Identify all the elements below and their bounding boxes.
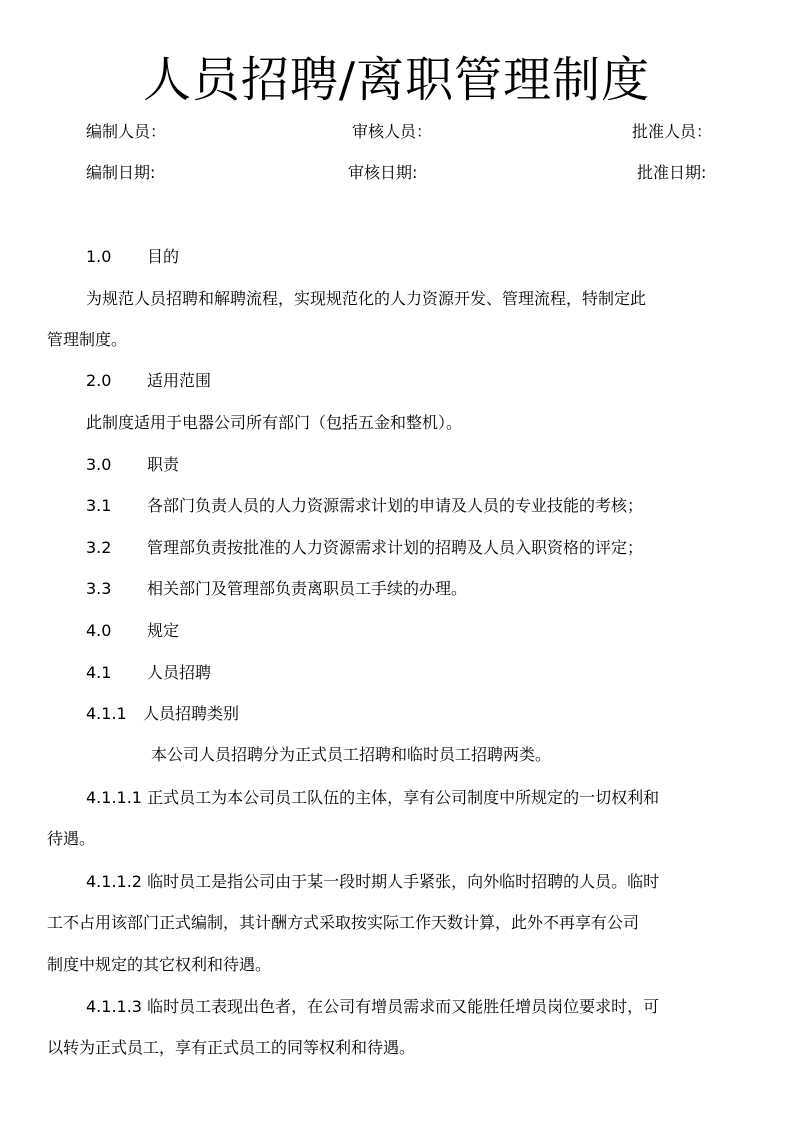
section-title: 人员招聘类别 bbox=[143, 704, 240, 723]
paragraph-line: 4.1.1.3 临时员工表现出色者，在公司有增员需求而又能胜任增员岗位要求时，可 bbox=[86, 997, 660, 1016]
paragraph-line: 本公司人员招聘分为正式员工招聘和临时员工招聘两类。 bbox=[151, 745, 552, 764]
item-number: 3.1 bbox=[86, 496, 112, 515]
section-title: 目的 bbox=[147, 247, 180, 266]
section-title: 职责 bbox=[147, 455, 180, 474]
paragraph-line: 管理制度。 bbox=[47, 330, 128, 349]
section-number: 4.0 bbox=[86, 621, 112, 640]
approver-label: 批准人员： bbox=[632, 122, 713, 141]
paragraph-line: 此制度适用于电器公司所有部门（包括五金和整机）。 bbox=[86, 413, 463, 432]
paragraph-line: 4.1.1.2 临时员工是指公司由于某一段时期人手紧张，向外临时招聘的人员。临时 bbox=[86, 872, 660, 891]
section-number: 4.1.1 bbox=[86, 704, 127, 723]
section-number: 4.1 bbox=[86, 663, 112, 682]
item-text: 各部门负责人员的人力资源需求计划的申请及人员的专业技能的考核； bbox=[147, 496, 644, 515]
paragraph-line: 为规范人员招聘和解聘流程，实现规范化的人力资源开发、管理流程，特制定此 bbox=[86, 289, 647, 308]
date-row bbox=[86, 161, 726, 185]
item-text: 相关部门及管理部负责离职员工手续的办理。 bbox=[147, 579, 468, 598]
section-number: 3.0 bbox=[86, 455, 112, 474]
section-title: 规定 bbox=[147, 621, 180, 640]
document-title: 人员招聘/离职管理制度 bbox=[142, 52, 651, 108]
paragraph-line: 制度中规定的其它权利和待遇。 bbox=[47, 955, 272, 974]
paragraph-line: 4.1.1.1 正式员工为本公司员工队伍的主体，享有公司制度中所规定的一切权利和 bbox=[86, 788, 660, 807]
item-number: 3.3 bbox=[86, 579, 112, 598]
reviewer-label: 审核人员： bbox=[352, 122, 433, 141]
section-title: 人员招聘 bbox=[147, 663, 212, 682]
compiler-label: 编制人员： bbox=[86, 122, 167, 141]
section-title: 适用范围 bbox=[147, 371, 212, 390]
paragraph-line: 工不占用该部门正式编制，其计酬方式采取按实际工作天数计算，此外不再享有公司 bbox=[47, 913, 640, 932]
review-date-label: 审核日期: bbox=[348, 163, 418, 182]
paragraph-line: 待遇。 bbox=[47, 829, 96, 848]
section-number: 1.0 bbox=[86, 247, 112, 266]
paragraph-line: 以转为正式员工，享有正式员工的同等权利和待遇。 bbox=[47, 1038, 416, 1057]
item-number: 3.2 bbox=[86, 538, 112, 557]
compile-date-label: 编制日期: bbox=[86, 163, 156, 182]
item-text: 管理部负责按批准的人力资源需求计划的招聘及人员入职资格的评定； bbox=[147, 538, 644, 557]
signature-row bbox=[86, 120, 726, 144]
section-number: 2.0 bbox=[86, 371, 112, 390]
approve-date-label: 批准日期: bbox=[637, 163, 707, 182]
